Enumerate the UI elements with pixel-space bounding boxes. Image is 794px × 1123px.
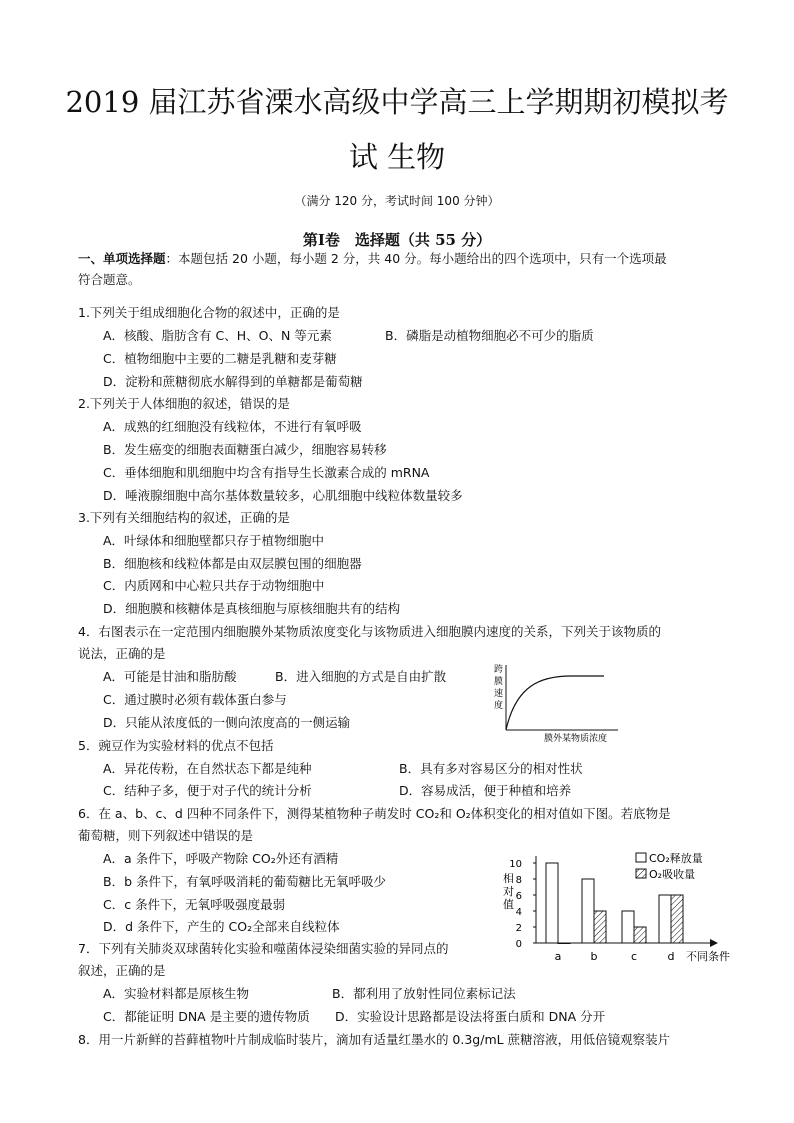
option: A．叶绿体和细胞壁都只存于植物细胞中 — [103, 533, 325, 548]
question-stem: 8．用一片新鲜的苔藓植物叶片制成临时装片，滴加有适量红墨水的 0.3g/mL 蔗糖溶液，用低倍镜观察装片 — [78, 1032, 671, 1047]
question-stem: 5．豌豆作为实验材料的优点不包括 — [78, 738, 274, 753]
bar-co2-a — [546, 863, 558, 943]
transport-rate-figure — [486, 660, 626, 744]
question-stem: 1.下列关于组成细胞化合物的叙述中，正确的是 — [78, 305, 340, 320]
y-tick-label: 2 — [515, 923, 522, 934]
option: C．植物细胞中主要的二糖是乳糖和麦芽糖 — [103, 351, 337, 366]
option: D．d 条件下，产生的 CO₂全部来自线粒体 — [103, 919, 340, 934]
option: B．都利用了放射性同位素标记法 — [332, 986, 516, 1001]
question-stem: 3.下列有关细胞结构的叙述，正确的是 — [78, 510, 290, 525]
option: A．核酸、脂肪含有 C、H、O、N 等元素 — [103, 328, 332, 343]
gas-exchange-bar-chart — [496, 848, 744, 966]
option: D．实验设计思路都是设法将蛋白质和 DNA 分开 — [335, 1009, 606, 1024]
legend-swatch-o2 — [636, 869, 646, 878]
option: D．唾液腺细胞中高尔基体数量较多，心肌细胞中线粒体数量较多 — [103, 488, 463, 503]
section-heading: 第Ⅰ卷 选择题（共 55 分） — [302, 231, 492, 249]
instructions-line-2: 符合题意。 — [78, 272, 141, 287]
y-tick-label: 4 — [515, 907, 522, 918]
category-label: c — [630, 950, 638, 963]
legend-label-co2: CO₂释放量 — [649, 852, 703, 865]
option: A．a 条件下，呼吸产物除 CO₂外还有酒精 — [103, 851, 339, 866]
instructions-line-1 — [78, 251, 667, 267]
category-label: a — [554, 950, 562, 963]
option: B．具有多对容易区分的相对性状 — [399, 761, 583, 776]
category-label: d — [667, 950, 675, 963]
instructions-label: 一、单项选择题 — [78, 251, 166, 266]
question-stem-cont: 葡萄糖，则下列叙述中错误的是 — [78, 828, 254, 843]
option: B．b 条件下，有氧呼吸消耗的葡萄糖比无氧呼吸少 — [103, 874, 386, 889]
option: C．都能证明 DNA 是主要的遗传物质 — [103, 1009, 310, 1024]
option: A．实验材料都是原核生物 — [103, 986, 250, 1001]
option: C．内质网和中心粒只共存于动物细胞中 — [103, 578, 325, 593]
y-axis-label-char: 值 — [503, 898, 514, 911]
y-tick-label: 8 — [515, 875, 522, 886]
bar-co2-c — [622, 911, 634, 943]
option: B．细胞核和线粒体都是由双层膜包围的细胞器 — [103, 556, 362, 571]
y-tick-label: 10 — [509, 859, 522, 870]
y-axis-label-char: 对 — [503, 885, 514, 898]
option: D．淀粉和蔗糖彻底水解得到的单糖都是葡萄糖 — [103, 374, 363, 389]
rate-curve — [506, 676, 604, 730]
bar-o2-c — [634, 927, 646, 943]
option: B．发生癌变的细胞表面糖蛋白减少，细胞容易转移 — [103, 442, 387, 457]
option: D．容易成活，便于种植和培养 — [399, 783, 572, 798]
question-stem: 4．右图表示在一定范围内细胞膜外某物质浓度变化与该物质进入细胞膜内速度的关系，下列关于该物质的 — [78, 624, 661, 639]
question-stem-cont: 说法，正确的是 — [78, 646, 166, 661]
bar-o2-b — [594, 911, 606, 943]
title-line-1: 2019 届江苏省溧水高级中学高三上学期期初模拟考 — [65, 85, 729, 119]
option: A．异花传粉，在自然状态下都是纯种 — [103, 761, 312, 776]
question-stem-cont: 叙述，正确的是 — [78, 963, 166, 978]
question-stem: 2.下列关于人体细胞的叙述，错误的是 — [78, 396, 290, 411]
y-tick-label: 6 — [515, 891, 522, 902]
bar-co2-d — [659, 895, 671, 943]
option: D．细胞膜和核糖体是真核细胞与原核细胞共有的结构 — [103, 601, 401, 616]
legend-swatch-co2 — [636, 853, 646, 862]
option: C．通过膜时必须有载体蛋白参与 — [103, 692, 287, 707]
y-label-char: 速 — [494, 689, 504, 699]
bar-o2-d — [671, 895, 683, 943]
option: D．只能从浓度低的一侧向浓度高的一侧运输 — [103, 715, 351, 730]
bar-co2-b — [582, 879, 594, 943]
legend-label-o2: O₂吸收量 — [649, 868, 696, 881]
y-label-char: 膜 — [494, 677, 504, 687]
question-stem: 6．在 a、b、c、d 四种不同条件下，测得某植物种子萌发时 CO₂和 O₂体积变化的相对值如下图。若底物是 — [78, 806, 671, 821]
category-label: b — [590, 950, 598, 963]
option: B．磷脂是动植物细胞必不可少的脂质 — [385, 328, 594, 343]
x-axis-label: 膜外某物质浓度 — [544, 734, 608, 744]
bar-o2-a — [558, 943, 570, 944]
title-line-2: 试 生物 — [348, 140, 446, 174]
y-label-char: 跨 — [494, 665, 504, 675]
x-axis-label: 不同条件 — [686, 950, 730, 963]
y-tick-label: 0 — [515, 939, 522, 950]
y-axis-label-char: 相 — [503, 872, 514, 885]
option: A．成熟的红细胞没有线粒体，不进行有氧呼吸 — [103, 419, 362, 434]
option: C．c 条件下，无氧呼吸强度最弱 — [103, 897, 286, 912]
option: A．可能是甘油和脂肪酸 — [103, 669, 237, 684]
x-axis-arrow — [710, 939, 718, 947]
option: C．垂体细胞和肌细胞中均含有指导生长激素合成的 mRNA — [103, 465, 430, 480]
option: C．结种子多，便于对子代的统计分析 — [103, 783, 312, 798]
option: B．进入细胞的方式是自由扩散 — [275, 669, 447, 684]
exam-info: （满分 120 分，考试时间 100 分钟） — [294, 194, 500, 208]
question-stem: 7．下列有关肺炎双球菌转化实验和噬菌体浸染细菌实验的异同点的 — [78, 941, 449, 956]
instructions-text: ：本题包括 20 小题，每小题 2 分，共 40 分。每小题给出的四个选项中，只有一个选项最 — [165, 251, 667, 266]
y-label-char: 度 — [494, 701, 504, 711]
